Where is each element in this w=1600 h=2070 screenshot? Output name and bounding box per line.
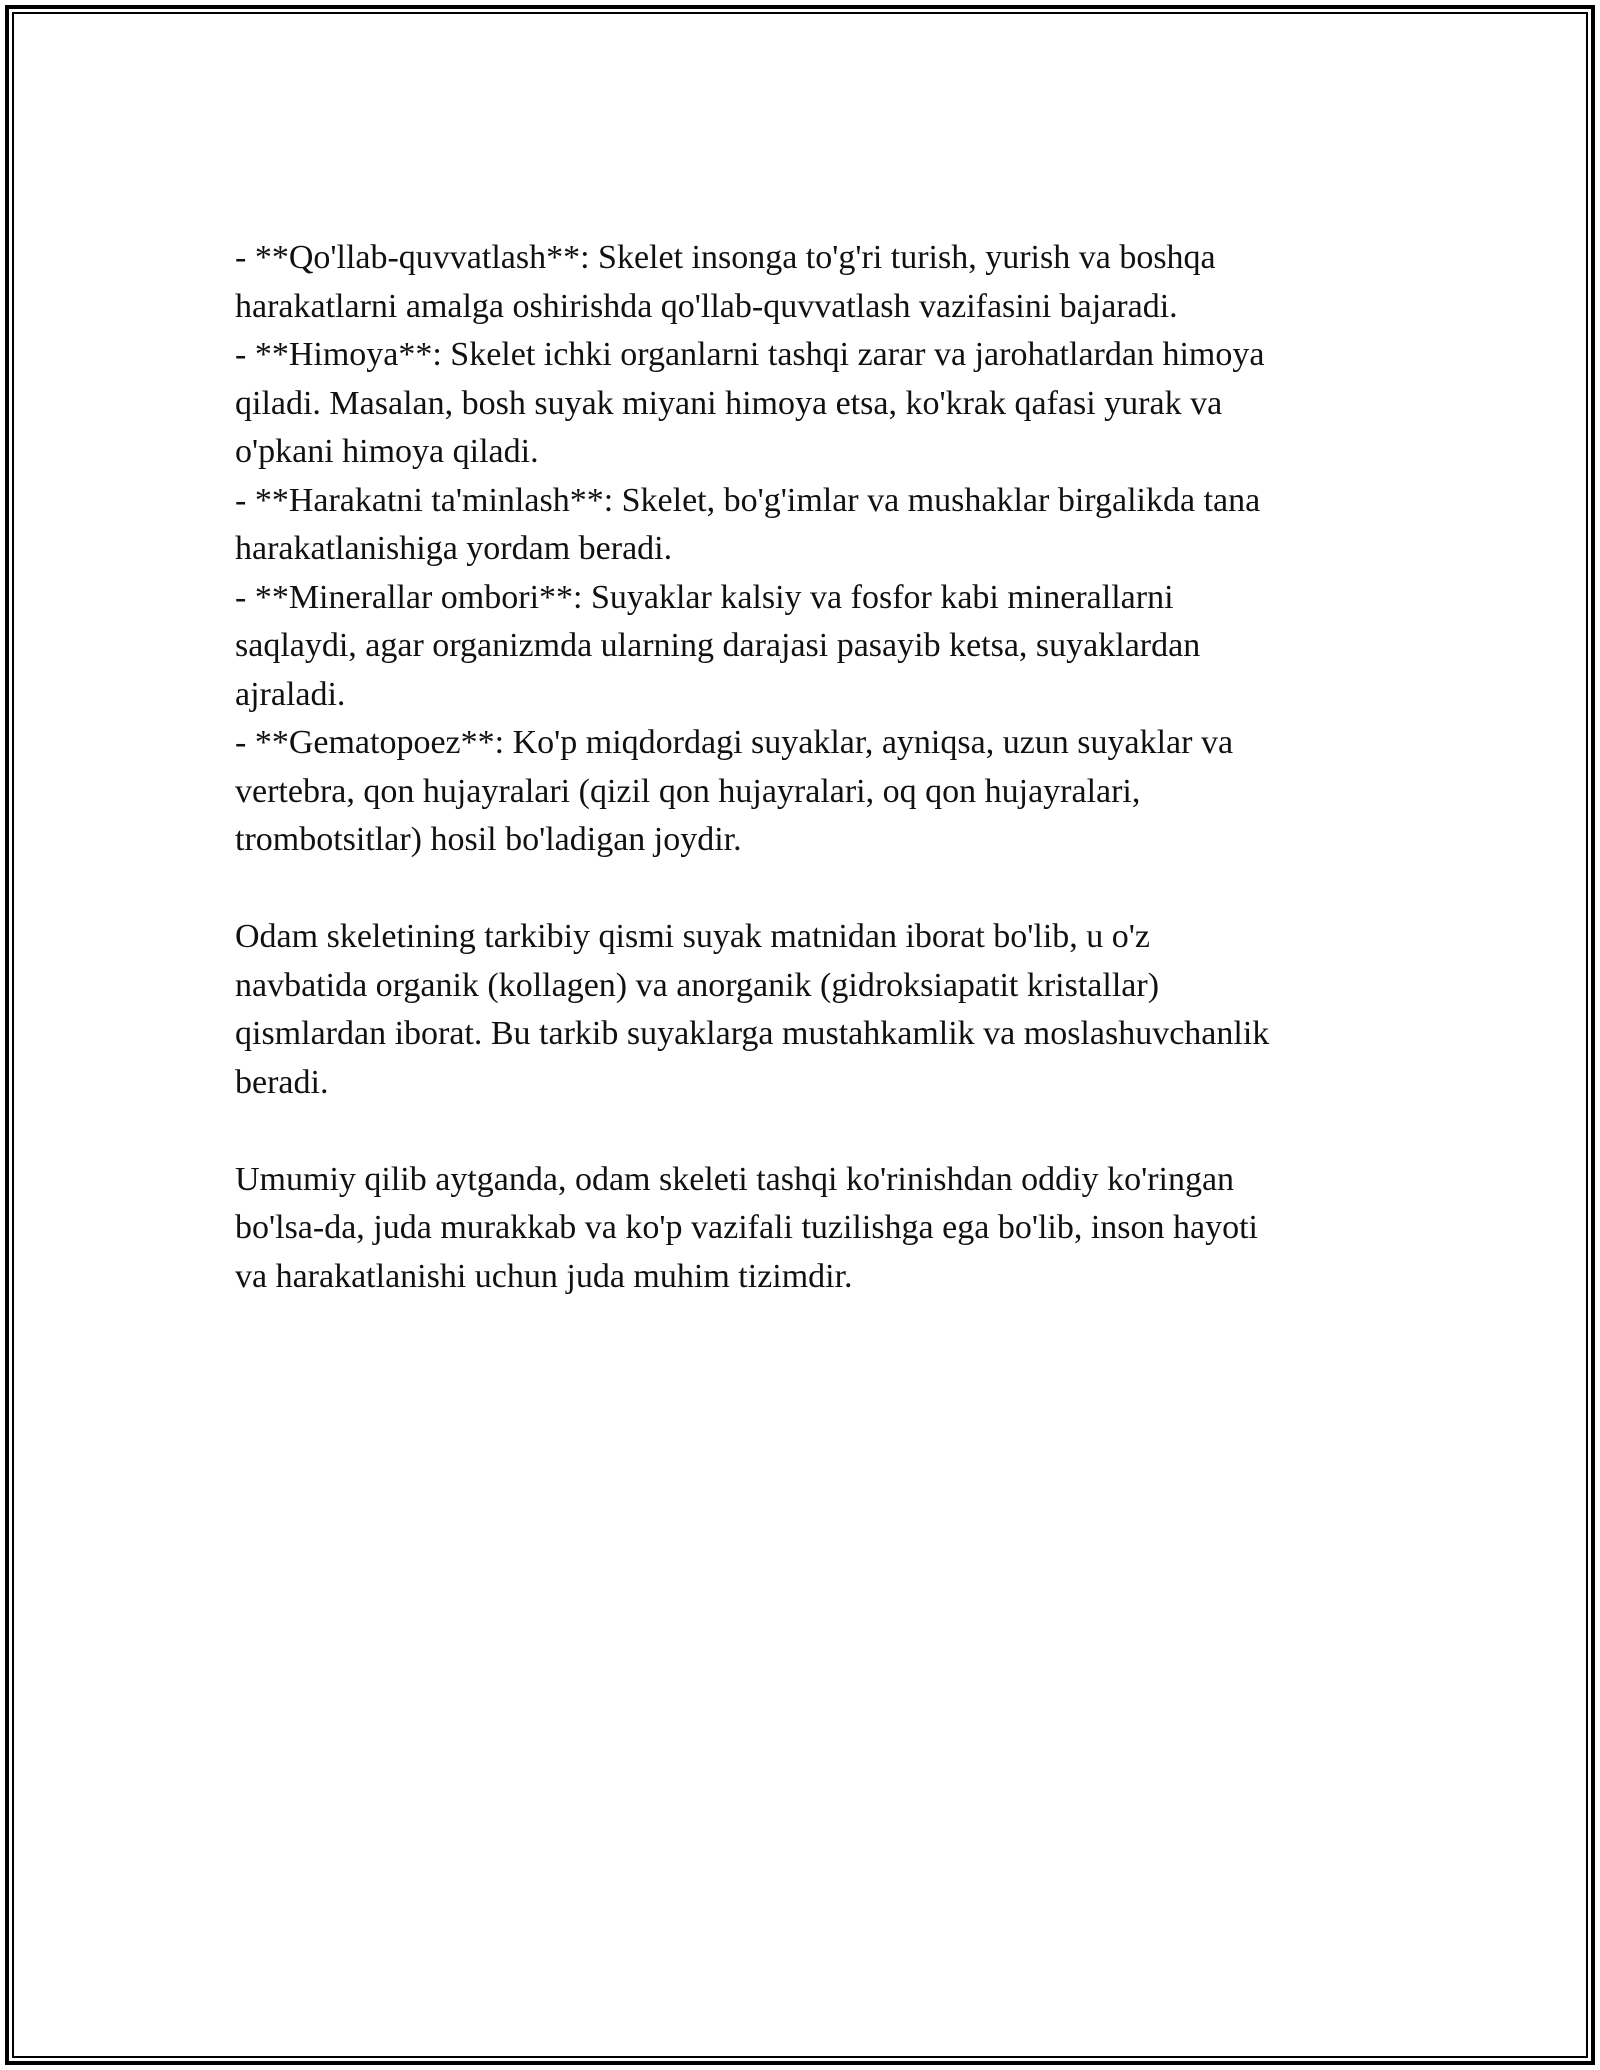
text-line: Umumiy qilib aytganda, odam skeleti tashqi ko'rinishdan oddiy ko'ringan	[235, 1160, 1235, 1198]
text-line: o'pkani himoya qiladi.	[235, 433, 539, 470]
text-line: harakatlarni amalga oshirishda qo'llab-quvvatlash vazifasini bajaradi.	[235, 287, 1178, 325]
bullet-support	[235, 234, 1365, 331]
text-line: Odam skeletining tarkibiy qismi suyak matnidan iborat bo'lib, u o'z	[235, 918, 1150, 955]
paragraph-spacer	[235, 1107, 1365, 1156]
text-line: qismlardan iborat. Bu tarkib suyaklarga mustahkamlik va moslashuvchanlik	[235, 1015, 1270, 1052]
text-line: - **Minerallar ombori**: Suyaklar kalsiy va fosfor kabi minerallarni	[235, 578, 1174, 616]
document-body	[235, 234, 1365, 1301]
text-line: bo'lsa-da, juda murakkab va ko'p vazifali tuzilishga ega bo'lib, inson hayoti	[235, 1209, 1259, 1246]
text-line: - **Gematopoez**: Ko'p miqdordagi suyaklar, ayniqsa, uzun suyaklar va	[235, 724, 1234, 761]
bullet-hematopoiesis	[235, 719, 1365, 865]
text-line: vertebra, qon hujayralari (qizil qon hujayralari, oq qon hujayralari,	[235, 772, 1141, 810]
text-line: qiladi. Masalan, bosh suyak miyani himoya etsa, ko'krak qafasi yurak va	[235, 384, 1223, 422]
text-line: - **Himoya**: Skelet ichki organlarni tashqi zarar va jarohatlardan himoya	[235, 336, 1265, 373]
bullet-list	[235, 234, 1365, 865]
text-line: harakatlanishiga yordam beradi.	[235, 530, 673, 567]
paragraph-spacer	[235, 865, 1365, 914]
text-line: - **Harakatni ta'minlash**: Skelet, bo'g'imlar va mushaklar birgalikda tana	[235, 481, 1261, 519]
bullet-protection	[235, 331, 1365, 477]
paragraph-composition	[235, 913, 1365, 1107]
text-line: beradi.	[235, 1063, 329, 1101]
text-line: saqlaydi, agar organizmda ularning darajasi pasayib ketsa, suyaklardan	[235, 627, 1201, 664]
bullet-movement	[235, 477, 1365, 574]
text-line: va harakatlanishi uchun juda muhim tizimdir.	[235, 1257, 853, 1295]
bullet-minerals	[235, 574, 1365, 720]
text-line: ajraladi.	[235, 675, 346, 713]
text-line: navbatida organik (kollagen) va anorganik (gidroksiapatit kristallar)	[235, 966, 1160, 1004]
text-line: - **Qo'llab-quvvatlash**: Skelet insonga to'g'ri turish, yurish va boshqa	[235, 239, 1216, 276]
text-line: trombotsitlar) hosil bo'ladigan joydir.	[235, 821, 742, 858]
paragraph-summary	[235, 1156, 1365, 1302]
